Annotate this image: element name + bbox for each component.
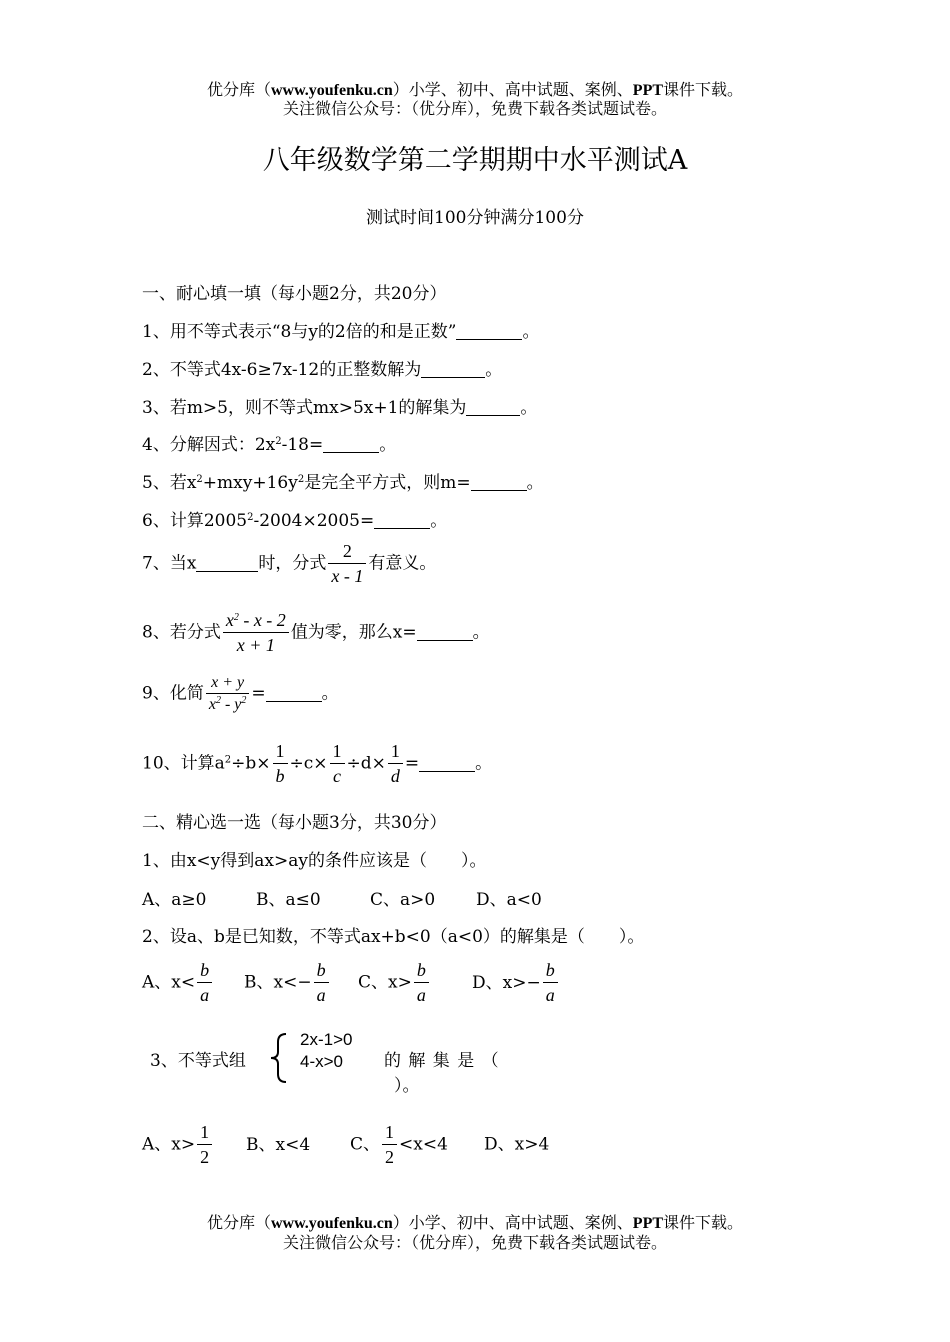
fraction: $\frac{1}{d}$	[388, 741, 403, 787]
footer-line-2: 关注微信公众号：（优分库），免费下载各类试题试卷。	[282, 1233, 667, 1252]
site-link[interactable]: www.youfenku.cn	[270, 1215, 393, 1232]
fraction: $\frac{x + y}{x^2 - y^2}$	[206, 674, 250, 714]
option-d[interactable]: D、a<0	[476, 890, 542, 910]
question-1-10: 10、计算$a^2\div b\times$ $\frac{1}{b}$ ÷c× $\frac{1}{c}$ ÷d× $\frac{1}{d}$ = 。	[142, 741, 493, 786]
option-d[interactable]: D、x>4	[484, 1134, 550, 1155]
question-1-1: 1、用不等式表示“8与y的2倍的和是正数” 。	[142, 322, 540, 342]
question-2-1: 1、由x<y得到ax>ay的条件应该是（ ）。	[142, 851, 487, 871]
option-d[interactable]: D、x>− $\frac{b}{a}$	[472, 973, 560, 993]
option-c[interactable]: C、a>0	[370, 890, 436, 910]
question-1-5: 5、若$x^2+mxy+16y^2$是完全平方式，则m= 。	[142, 473, 544, 493]
option-a[interactable]: A、x< $\frac{b}{a}$	[142, 960, 244, 1006]
fraction: $\frac{x^2 - x - 2}{x + 1}$	[223, 610, 289, 656]
answer-blank[interactable]	[466, 400, 520, 416]
section-1-heading: 一、耐心填一填（每小题2分，共20分）	[142, 284, 447, 304]
answer-blank[interactable]	[471, 475, 527, 491]
question-1-3: 3、若m>5，则不等式mx>5x+1的解集为 。	[142, 398, 538, 418]
answer-blank[interactable]	[456, 324, 522, 340]
question-1-4: 4、分解因式：$2x^2-18=$ 。	[142, 435, 397, 455]
header-line-1: 优分库（www.youfenku.cn）小学、初中、高中试题、案例、PPT课件下载。	[206, 80, 744, 99]
section-2-heading: 二、精心选一选（每小题3分，共30分）	[142, 813, 447, 833]
option-a[interactable]: A、x> $\frac{1}{2}$	[142, 1122, 246, 1168]
footer-line-1: 优分库（www.youfenku.cn）小学、初中、高中试题、案例、PPT课件下载。	[206, 1213, 744, 1232]
header-line-2: 关注微信公众号：（优分库），免费下载各类试题试卷。	[282, 99, 667, 118]
answer-blank[interactable]	[374, 513, 430, 529]
left-brace-icon	[268, 1032, 290, 1084]
question-2-3-tail-end: ）。	[394, 1076, 420, 1096]
fraction: $\frac{1}{c}$	[330, 741, 345, 787]
option-b[interactable]: B、x<− $\frac{b}{a}$	[244, 960, 358, 1006]
answer-blank[interactable]	[419, 756, 475, 772]
answer-blank[interactable]	[421, 362, 485, 378]
question-1-2: 2、不等式4x-6≥7x-12的正整数解为 。	[142, 360, 503, 380]
question-1-7: 7、当x 时，分式 $\frac{2}{x - 1}$ 有意义。	[142, 541, 437, 586]
system-line-1: 2x-1>0	[300, 1030, 353, 1049]
page-title: 八年级数学第二学期期中水平测试A	[262, 145, 688, 176]
site-link[interactable]: www.youfenku.cn	[270, 82, 393, 99]
question-2-3-tail: 的 解 集 是 （	[384, 1051, 500, 1071]
option-c[interactable]: C、x> $\frac{b}{a}$	[358, 960, 472, 1006]
option-a[interactable]: A、a≥0	[142, 890, 207, 910]
question-2-2-options	[142, 960, 560, 1006]
question-2-3-label: 3、不等式组	[150, 1051, 246, 1071]
option-b[interactable]: B、a≤0	[256, 890, 321, 910]
answer-blank[interactable]	[266, 686, 322, 702]
question-2-2: 2、设a、b是已知数，不等式ax+b<0（a<0）的解集是（ ）。	[142, 927, 645, 947]
answer-blank[interactable]	[417, 625, 473, 641]
system-line-2: 4-x>0	[300, 1052, 343, 1071]
question-2-3-options	[142, 1122, 549, 1168]
question-1-6: 6、计算$2005^2-2004\times 2005=$ 。	[142, 511, 448, 531]
option-c[interactable]: C、 $\frac{1}{2}$ <x<4	[350, 1122, 448, 1167]
question-1-9: 9、化简 $\frac{x + y}{x^2 - y^2}$ = 。	[142, 674, 339, 713]
answer-blank[interactable]	[196, 556, 258, 572]
question-2-1-options	[142, 885, 542, 910]
fraction: $\frac{1}{b}$	[273, 741, 288, 787]
question-1-8: 8、若分式 $\frac{x^2 - x - 2}{x + 1}$ 值为零，那么x= 。	[142, 610, 490, 655]
fraction: $\frac{2}{x - 1}$	[328, 541, 366, 587]
answer-blank[interactable]	[323, 437, 379, 453]
page-subtitle: 测试时间100分钟满分100分	[366, 208, 584, 228]
option-b[interactable]: B、x<4	[246, 1134, 311, 1155]
